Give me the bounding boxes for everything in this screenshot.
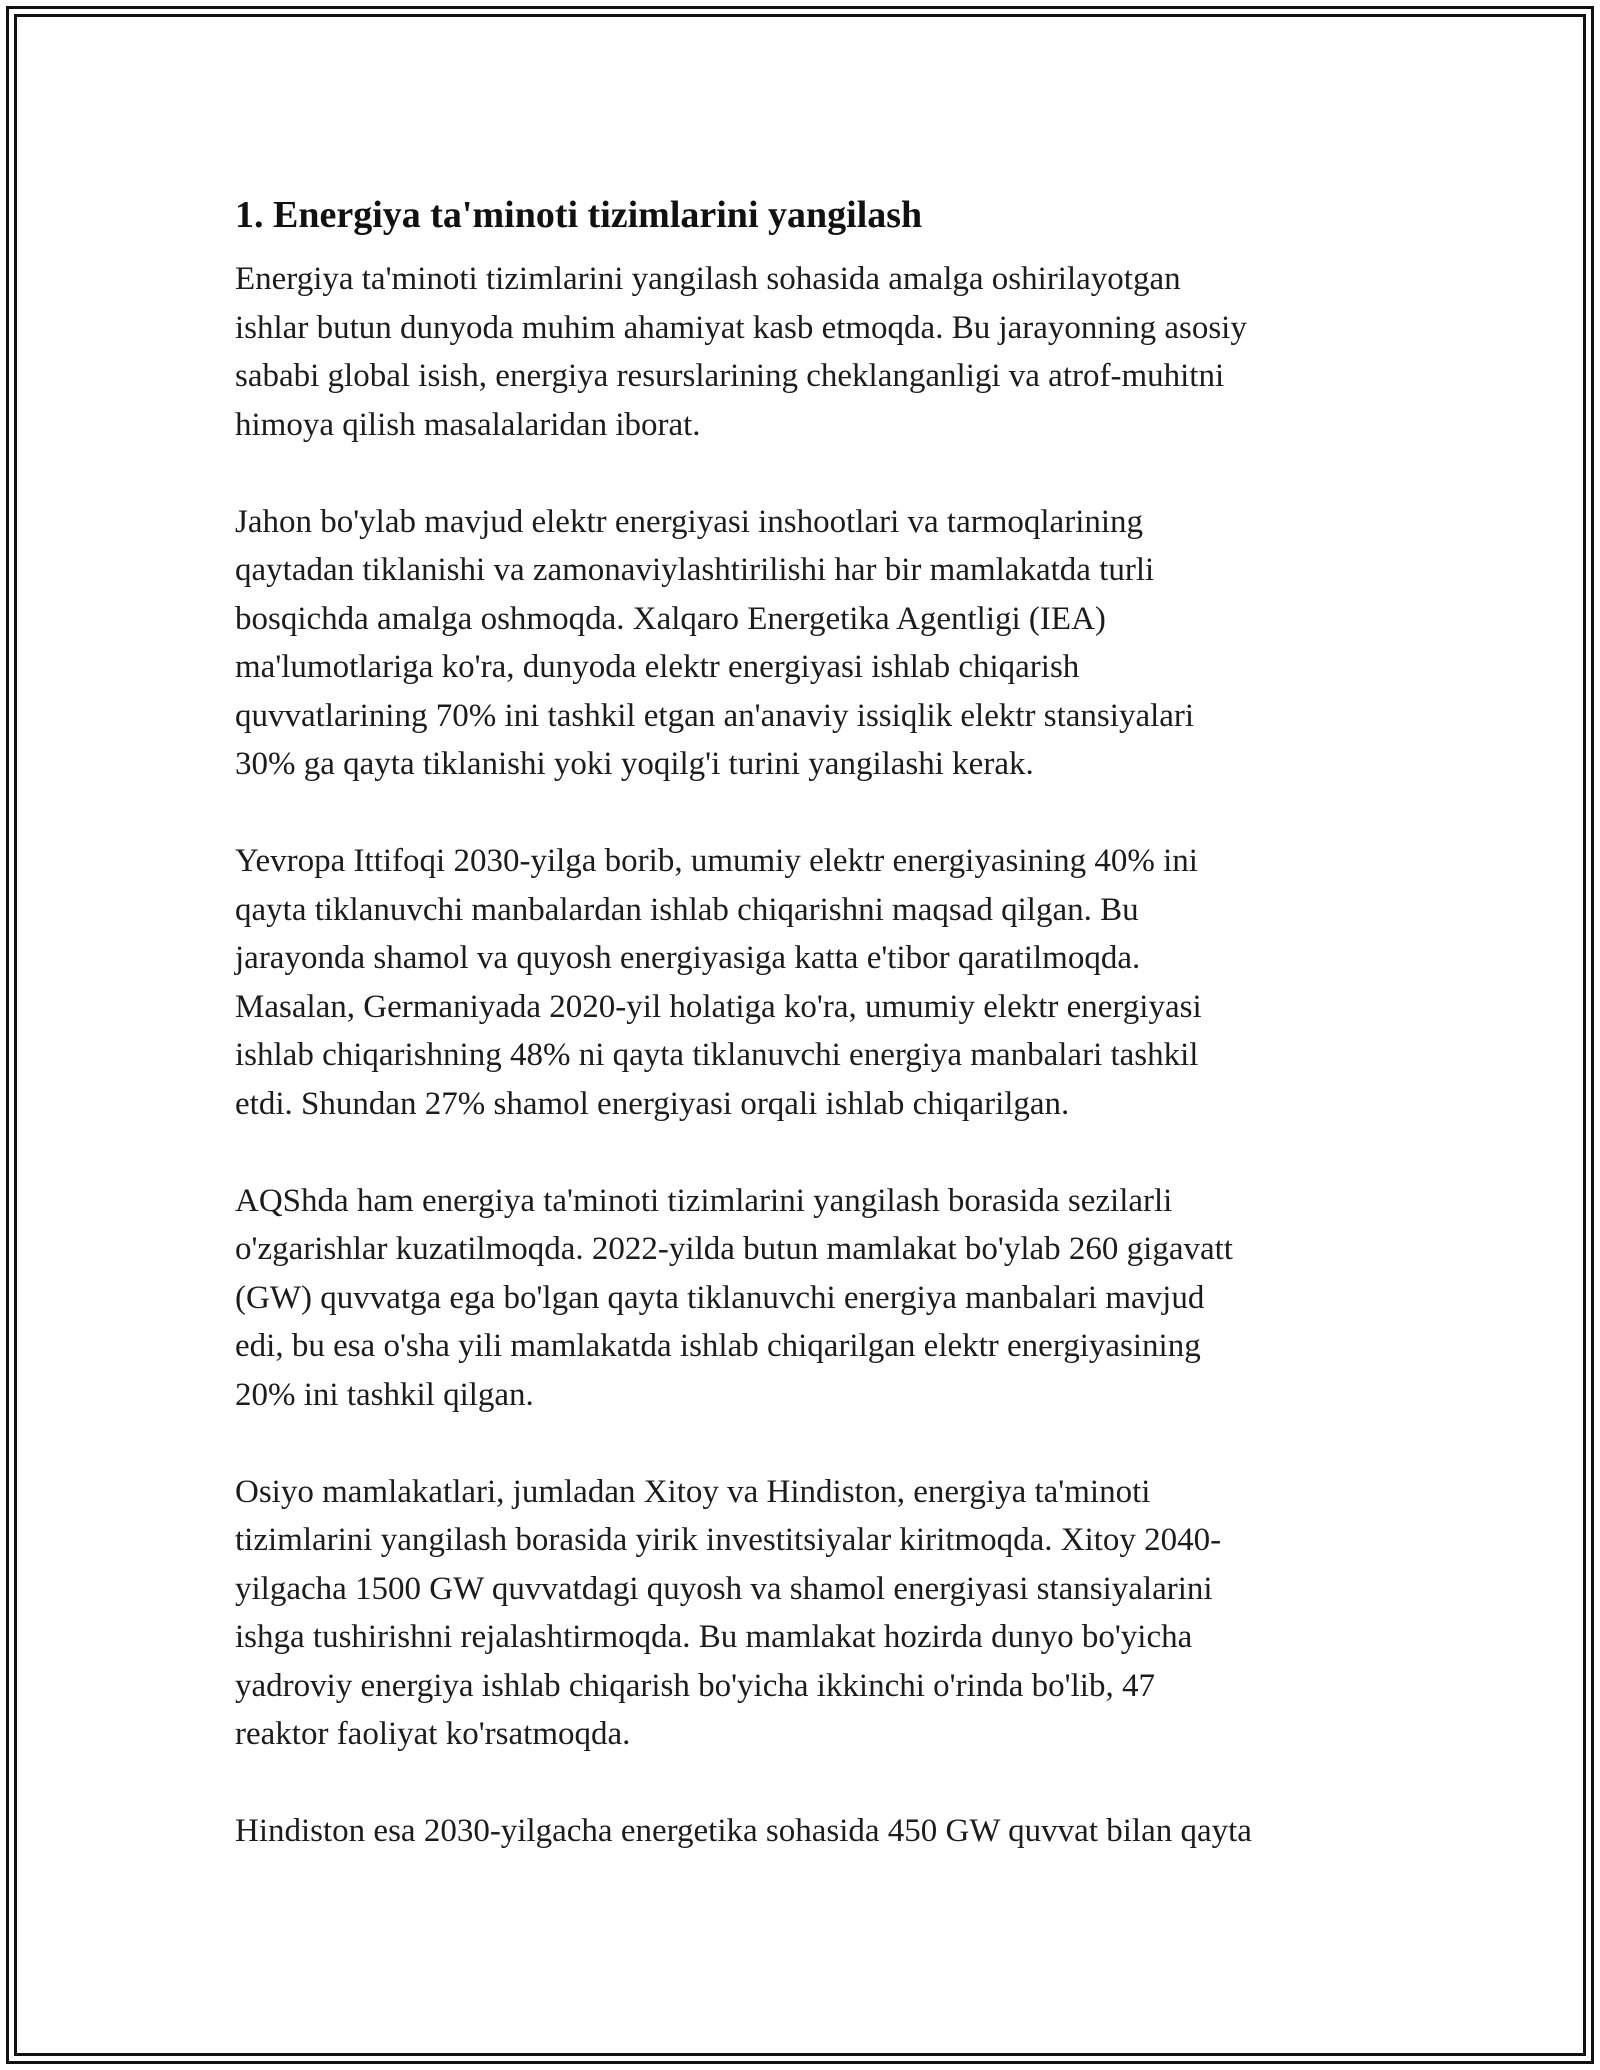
- paragraph-intro: Energiya ta'minoti tizimlarini yangilash sohasida amalga oshirilayotgan ishlar butun dunyoda muhim ahamiyat kasb etmoqda. Bu jarayonning asosiy sababi global isish, energiya resurslarining cheklanganligi va atrof-muhitni himoya qilish masalalaridan iborat.: [235, 261, 1247, 443]
- paragraph-asia: Osiyo mamlakatlari, jumladan Xitoy va Hindiston, energiya ta'minoti tizimlarini yangilash borasida yirik investitsiyalar kiritmoqda. Xitoy 2040- yilgacha 1500 GW quvvatdagi quyosh va shamol energiyasi stansiyalarini ishga tushirishni rejalashtirmoqda. Bu mamlakat hozirda dunyo bo'yicha yadroviy energiya ishlab chiqarish bo'yicha ikkinchi o'rinda bo'lib, 47 reaktor faoliyat ko'rsatmoqda.: [235, 1473, 1222, 1752]
- paragraph-world: Jahon bo'ylab mavjud elektr energiyasi inshootlari va tarmoqlarining qaytadan tiklanishi va zamonaviylashtirilishi har bir mamlakatda turli bosqichda amalga oshmoqda. Xalqaro Energetika Agentligi (IEA) ma'lumotlariga ko'ra, dunyoda elektr energiyasi ishlab chiqarish quvvatlarining 70% ini tashkil etgan an'anaviy issiqlik elektr stansiyalari 30% ga qayta tiklanishi yoki yoqilg'i turini yangilashi kerak.: [235, 503, 1195, 782]
- paragraph-usa: AQShda ham energiya ta'minoti tizimlarini yangilash borasida sezilarli o'zgarishlar kuzatilmoqda. 2022-yilda butun mamlakat bo'ylab 260 gigavatt (GW) quvvatga ega bo'lgan qayta tiklanuvchi energiya manbalari mavjud edi, bu esa o'sha yili mamlakatda ishlab chiqarilgan elektr energiyasining 20% ini tashkil qilgan.: [235, 1182, 1233, 1413]
- paragraph-india: Hindiston esa 2030-yilgacha energetika sohasida 450 GW quvvat bilan qayta: [235, 1813, 1252, 1849]
- paragraph-europe: Yevropa Ittifoqi 2030-yilga borib, umumiy elektr energiyasining 40% ini qayta tiklanuvchi manbalardan ishlab chiqarishni maqsad qilgan. Bu jarayonda shamol va quyosh energiyasiga katta e'tibor qaratilmoqda. Masalan, Germaniyada 2020-yil holatiga ko'ra, umumiy elektr energiyasi ishlab chiqarishning 48% ni qayta tiklanuvchi energiya manbalari tashkil etdi. Shundan 27% shamol energiyasi orqali ishlab chiqarilgan.: [235, 843, 1202, 1122]
- section-heading: 1. Energiya ta'minoti tizimlarini yangilash: [235, 194, 923, 236]
- document-body: [235, 183, 1385, 1904]
